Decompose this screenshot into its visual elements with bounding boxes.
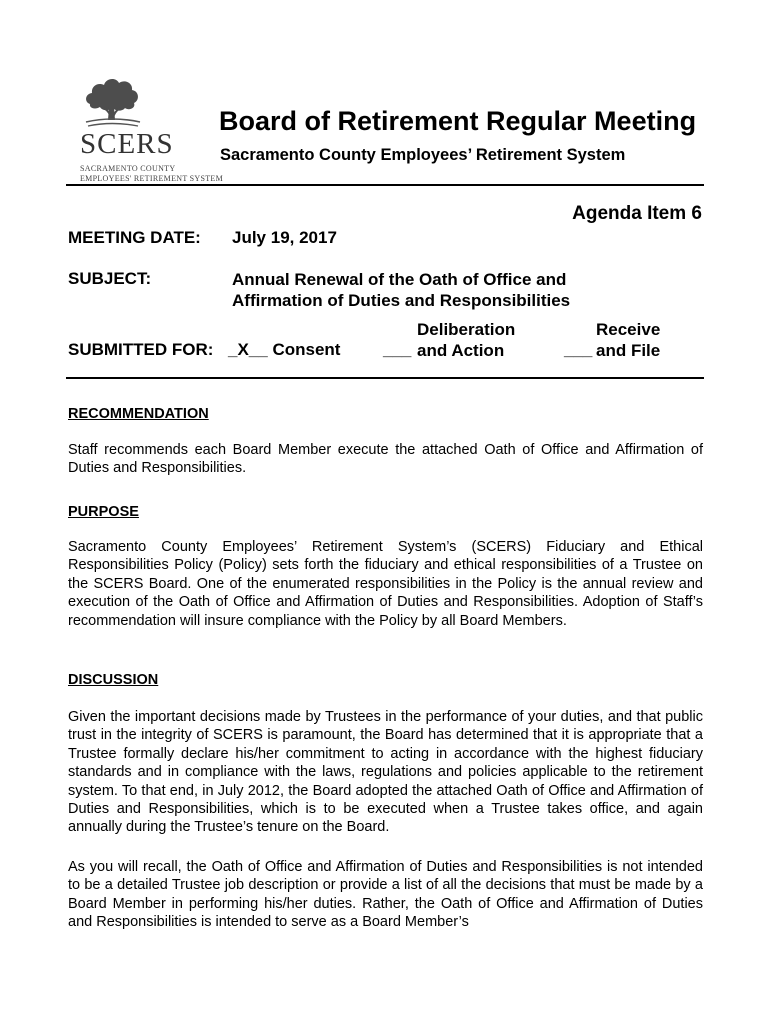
subject-value	[232, 269, 570, 311]
deliberation-blank: ___	[383, 340, 412, 359]
deliberation-line1: Deliberation	[417, 320, 516, 339]
page-title: Board of Retirement Regular Meeting	[219, 106, 697, 136]
meeting-date-value: July 19, 2017	[232, 228, 337, 247]
submitted-for-label: SUBMITTED FOR:	[68, 340, 214, 359]
discussion-heading: DISCUSSION	[68, 672, 159, 688]
header-divider	[66, 184, 704, 186]
subject-line2: Affirmation of Duties and Responsibilities	[232, 291, 571, 310]
discussion-paragraph-2: As you will recall, the Oath of Office and Affirmation of Duties and Responsibilities is not intended to be a detailed Trustee job description or provide a list of all the decisions that must be made by a Board Member in performing his/her duties. Rather, the Oath of Office and Affirmation of Duties and Responsibilities is intended to serve as a Board Member’s	[68, 859, 703, 931]
oak-tree-icon	[82, 72, 142, 132]
agenda-item: Agenda Item 6	[572, 203, 702, 224]
purpose-heading: PURPOSE	[68, 504, 139, 520]
receive-line1: Receive	[596, 320, 661, 339]
consent-option	[228, 340, 340, 360]
consent-label: Consent	[272, 340, 341, 359]
header-divider-bottom	[66, 377, 704, 379]
deliberation-line2: and Action	[417, 341, 505, 360]
recommendation-heading: RECOMMENDATION	[68, 406, 209, 422]
meeting-date-label: MEETING DATE:	[68, 228, 201, 247]
logo-wordmark: SCERS	[80, 128, 174, 160]
subject-label: SUBJECT:	[68, 269, 152, 288]
purpose-text: Sacramento County Employees’ Retirement System’s (SCERS) Fiduciary and Ethical Responsibilities Policy (Policy) sets forth the fiduciary and ethical responsibilities of a Trustee on the SCERS Board. One of the enumerated responsibilities in the Policy is the annual review and execution of the Oath of Office and Affirmation of Duties and Responsibilities. Adoption of Staff’s recommendation will insure compliance with the Policy by all Board Members.	[68, 539, 703, 629]
logo-subtitle-line1: SACRAMENTO COUNTY	[80, 164, 176, 173]
deliberation-option	[417, 319, 515, 361]
logo-subtitle-line2: EMPLOYEES' RETIREMENT SYSTEM	[80, 174, 224, 183]
consent-mark: _X__	[228, 340, 268, 359]
receive-option	[596, 319, 660, 361]
page-subtitle: Sacramento County Employees’ Retirement System	[220, 146, 626, 164]
receive-blank: ___	[564, 340, 593, 359]
recommendation-text: Staff recommends each Board Member execute the attached Oath of Office and Affirmation of Duties and Responsibilities.	[68, 442, 703, 477]
receive-line2: and File	[596, 341, 661, 360]
subject-line1: Annual Renewal of the Oath of Office and	[232, 270, 567, 289]
scers-logo	[72, 72, 224, 183]
discussion-paragraph-1: Given the important decisions made by Trustees in the performance of your duties, and that public trust in the integrity of SCERS is paramount, the Board has determined that it is appropriate that a Trustee formally declare his/her commitment to acting in accordance with the highest fiduciary standards and in compliance with the laws, regulations and policies applicable to the retirement system. To that end, in July 2012, the Board adopted the attached Oath of Office and Affirmation of Duties and Responsibilities, which is to be executed when a Trustee takes office, and again annually during the Trustee’s tenure on the Board.	[68, 709, 703, 836]
